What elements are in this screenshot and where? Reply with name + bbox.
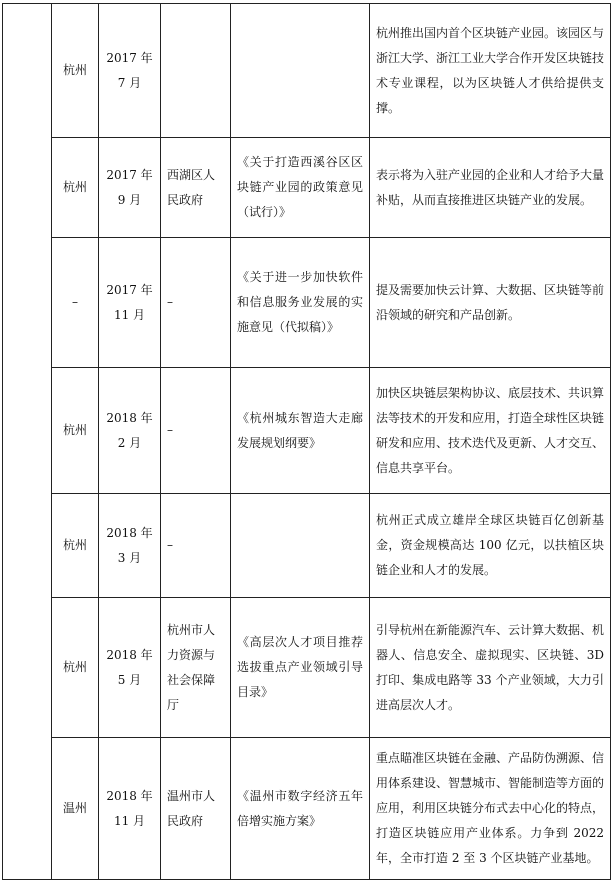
month-text: 2 月: [117, 435, 142, 450]
department-cell: 杭州市人力资源与社会保障厅: [161, 598, 231, 738]
year-text: 2017 年: [106, 282, 153, 297]
department-cell: –: [161, 494, 231, 598]
table-row: [3, 598, 611, 738]
table-row: [3, 4, 611, 138]
policy-table: [2, 3, 611, 880]
city-cell: 杭州: [52, 138, 99, 238]
department-cell: [161, 4, 231, 138]
year-text: 2018 年: [106, 788, 153, 803]
date-cell: [99, 738, 161, 880]
month-text: 5 月: [117, 672, 142, 687]
year-text: 2017 年: [106, 50, 153, 65]
year-text: 2018 年: [106, 410, 153, 425]
year-text: 2018 年: [106, 647, 153, 662]
date-cell: [99, 494, 161, 598]
month-text: 3 月: [117, 550, 142, 565]
description-cell: 提及需要加快云计算、大数据、区块链等前沿领域的研究和产品创新。: [370, 238, 611, 368]
department-cell: –: [161, 368, 231, 494]
date-cell: [99, 368, 161, 494]
city-cell: 杭州: [52, 4, 99, 138]
month-text: 9 月: [117, 192, 142, 207]
table-row: [3, 494, 611, 598]
city-cell: 温州: [52, 738, 99, 880]
year-text: 2018 年: [106, 525, 153, 540]
policy-cell: 《杭州城东智造大走廊发展规划纲要》: [231, 368, 370, 494]
date-cell: [99, 238, 161, 368]
category-cell: [3, 4, 52, 880]
description-cell: 表示将为入驻产业园的企业和人才给予大量补贴，从而直接推进区块链产业的发展。: [370, 138, 611, 238]
policy-cell: [231, 4, 370, 138]
date-cell: [99, 598, 161, 738]
description-cell: 重点瞄准区块链在金融、产品防伪溯源、信用体系建设、智慧城市、智能制造等方面的应用，利用区块链分布式去中心化的特点，打造区块链应用产业体系。力争到 2022 年，全市打造 2 至 3 个区块链产业基地。: [370, 738, 611, 880]
table-row: [3, 368, 611, 494]
year-text: 2017 年: [106, 167, 153, 182]
city-cell: 杭州: [52, 598, 99, 738]
department-cell: –: [161, 238, 231, 368]
date-cell: [99, 138, 161, 238]
city-cell: –: [52, 238, 99, 368]
table-row: [3, 238, 611, 368]
month-text: 7 月: [117, 75, 142, 90]
description-cell: 加快区块链层架构协议、底层技术、共识算法等技术的开发和应用，打造全球性区块链研发和应用、技术迭代及更新、人才交互、信息共享平台。: [370, 368, 611, 494]
month-text: 11 月: [113, 307, 146, 322]
description-cell: 杭州推出国内首个区块链产业园。该园区与浙江大学、浙江工业大学合作开发区块链技术专业课程，以为区块链人才供给提供支撑。: [370, 4, 611, 138]
policy-cell: [231, 494, 370, 598]
date-cell: [99, 4, 161, 138]
city-cell: 杭州: [52, 368, 99, 494]
department-cell: 温州市人民政府: [161, 738, 231, 880]
month-text: 11 月: [113, 813, 146, 828]
city-cell: 杭州: [52, 494, 99, 598]
policy-cell: 《关于进一步加快软件和信息服务业发展的实施意见（代拟稿）》: [231, 238, 370, 368]
policy-cell: 《高层次人才项目推荐选拔重点产业领域引导目录》: [231, 598, 370, 738]
policy-cell: 《关于打造西溪谷区区块链产业园的政策意见（试行）》: [231, 138, 370, 238]
description-cell: 引导杭州在新能源汽车、云计算大数据、机器人、信息安全、虚拟现实、区块链、3D 打印、集成电路等 33 个产业领域，大力引进高层次人才。: [370, 598, 611, 738]
table-row: [3, 738, 611, 880]
table-row: [3, 138, 611, 238]
department-cell: 西湖区人民政府: [161, 138, 231, 238]
policy-cell: 《温州市数字经济五年倍增实施方案》: [231, 738, 370, 880]
description-cell: 杭州正式成立雄岸全球区块链百亿创新基金，资金规模高达 100 亿元，以扶植区块链企业和人才的发展。: [370, 494, 611, 598]
